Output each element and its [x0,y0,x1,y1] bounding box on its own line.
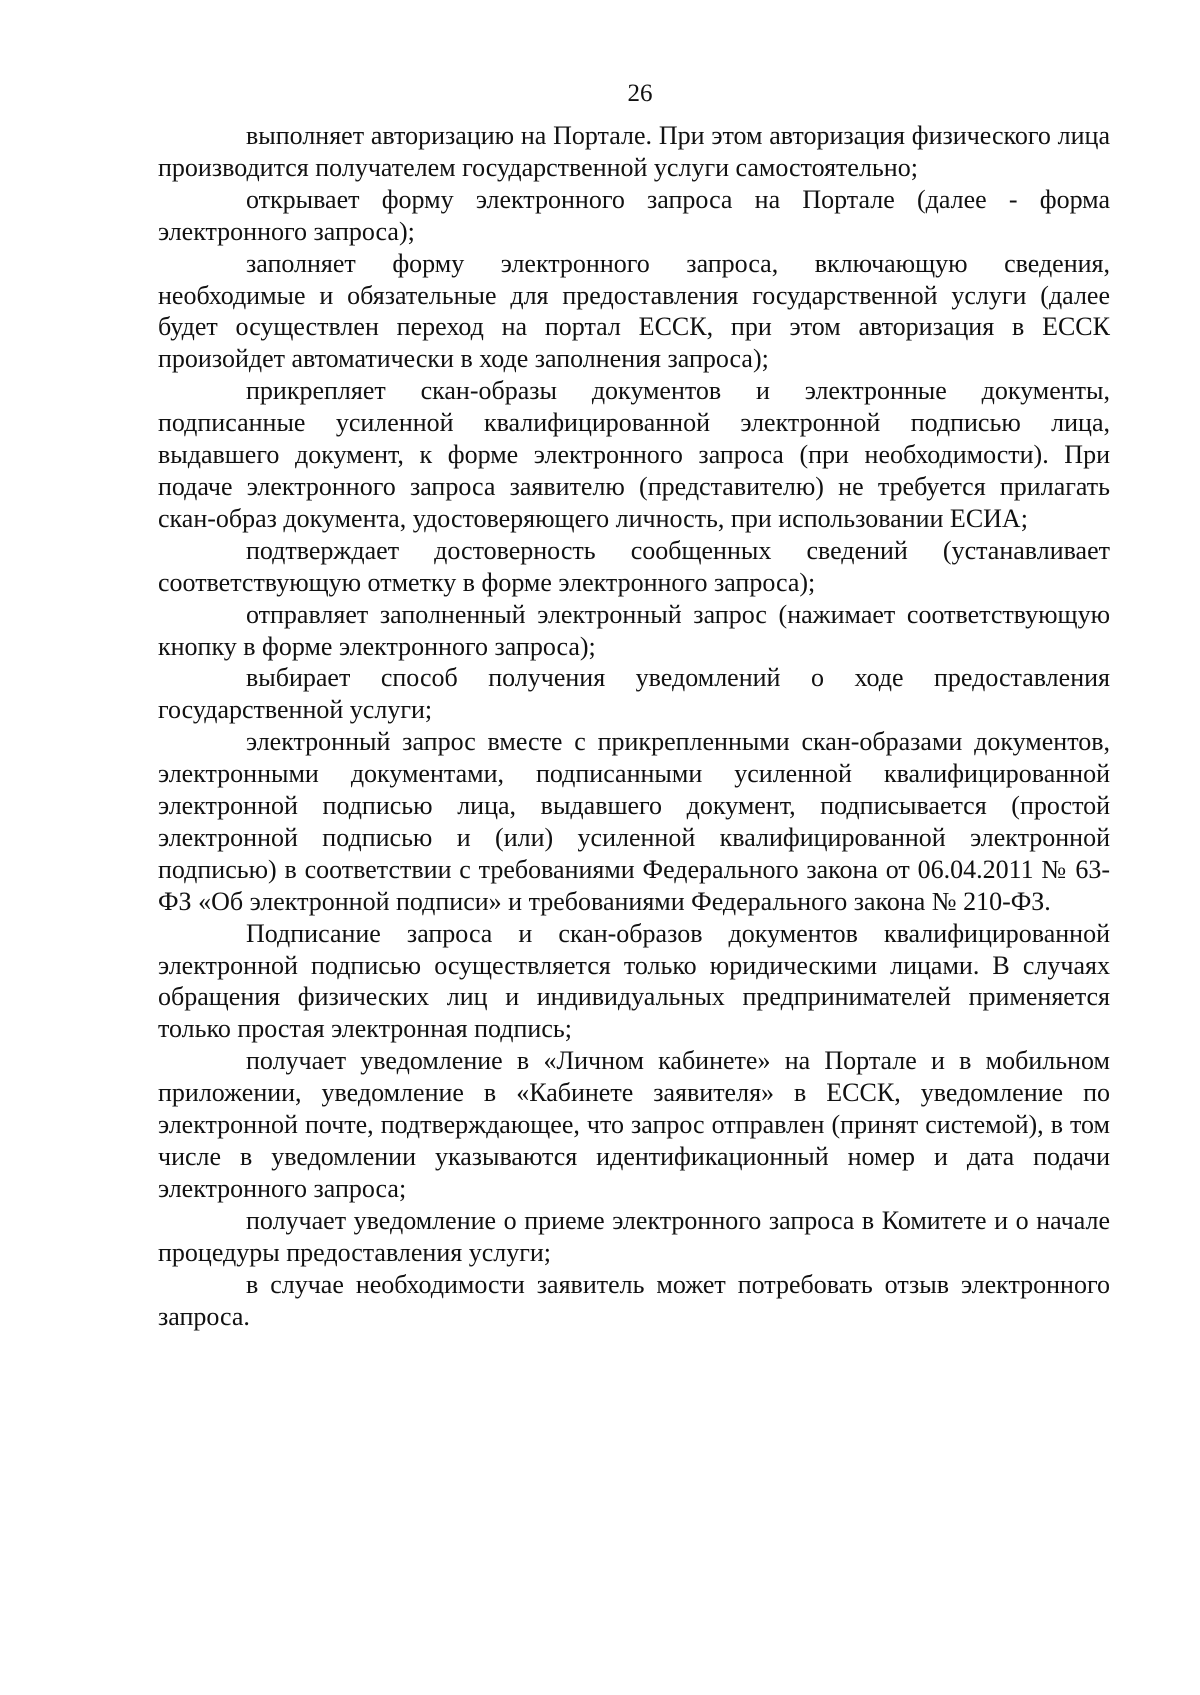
paragraph: подтверждает достоверность сообщенных сведений (устанавливает соответствующую отметку в форме электронного запроса); [158,535,1110,597]
page-number: 26 [627,80,653,107]
paragraph: открывает форму электронного запроса на Портале (далее - форма электронного запроса); [158,184,1110,246]
paragraph: получает уведомление о приеме электронного запроса в Комитете и о начале процедуры предоставления услуги; [158,1205,1110,1267]
paragraph: выполняет авторизацию на Портале. При этом авторизация физического лица производится получателем государственной услуги самостоятельно; [158,121,1110,182]
paragraph: получает уведомление в «Личном кабинете» на Портале и в мобильном приложении, уведомление в «Кабинете заявителя» в ЕССК, уведомление по электронной почте, подтверждающее, что запрос отправлен (принят системой), в том числе в уведомлении указываются идентификационный номер и дата подачи электронного запроса; [158,1046,1110,1203]
paragraph: прикрепляет скан-образы документов и электронные документы, подписанные усиленной квалифицированной электронной подписью лица, выдавшего документ, к форме электронного запроса (при необходимости). При подаче электронного запроса заявителю (представителю) не требуется прилагать скан-образ документа, удостоверяющего личность, при использовании ЕСИА; [158,376,1110,533]
paragraph: электронный запрос вместе с прикрепленными скан-образами документов, электронными документами, подписанными усиленной квалифицированной электронной подписью лица, выдавшего документ, подписывается (простой электронной подписью и (или) усиленной квалифицированной электронной подписью) в соответствии с требованиями Федерального закона от 06.04.2011 № 63-ФЗ «Об электронной подписи» и требованиями Федерального закона № 210-ФЗ. [158,727,1110,916]
paragraph: выбирает способ получения уведомлений о ходе предоставления государственной услуги; [158,663,1110,725]
paragraph: в случае необходимости заявитель может потребовать отзыв электронного запроса. [158,1269,1110,1331]
paragraph: Подписание запроса и скан-образов документов квалифицированной электронной подписью осуществляется только юридическими лицами. В случаях обращения физических лиц и индивидуальных предпринимателей применяется только простая электронная подпись; [158,918,1110,1044]
document-body [158,120,1110,1332]
paragraph: заполняет форму электронного запроса, включающую сведения, необходимые и обязательные для предоставления государственной услуги (далее будет осуществлен переход на портал ЕССК, при этом авторизация в ЕССК произойдет автоматически в ходе заполнения запроса); [158,248,1110,374]
paragraph: отправляет заполненный электронный запрос (нажимает соответствующую кнопку в форме электронного запроса); [158,599,1110,661]
